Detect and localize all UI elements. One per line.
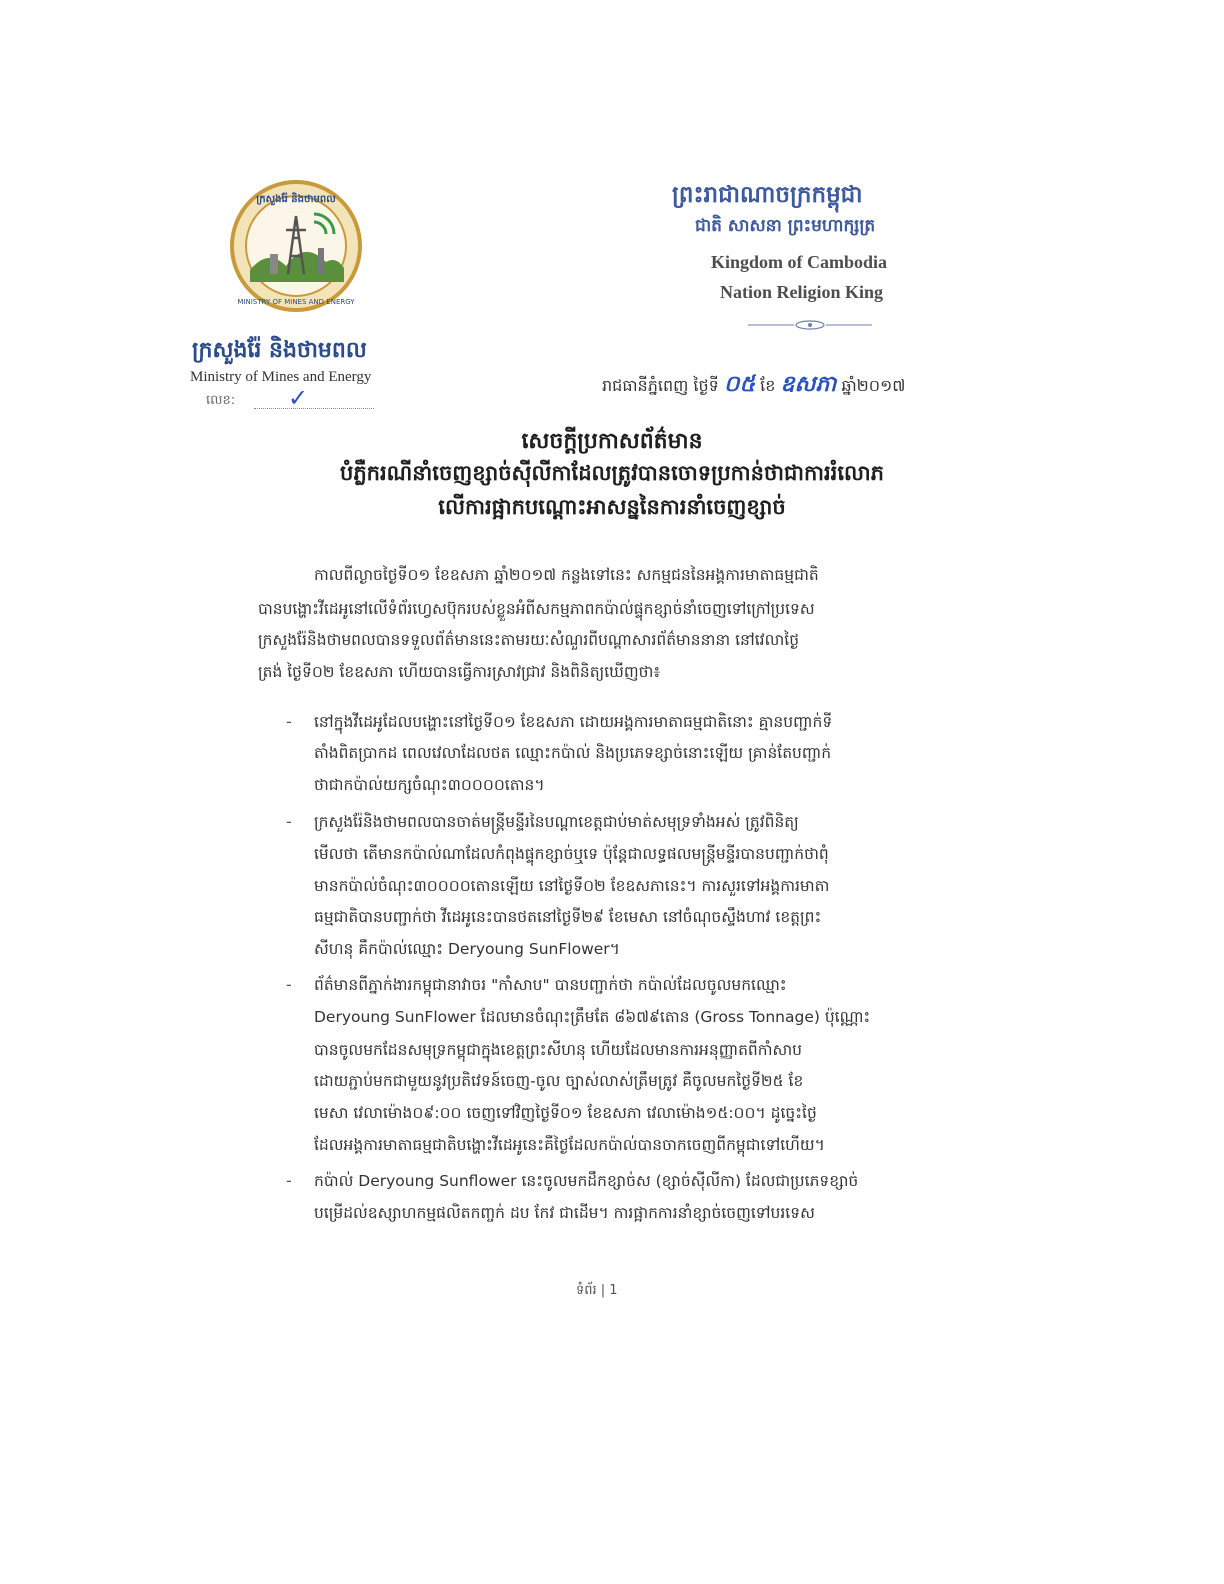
bullet-dash: - <box>286 1171 292 1190</box>
bullet-line: ដែលអង្គការមាតាធម្មជាតិបង្ហោះវីដេអូនេះគឺថ្ងៃដែលកប៉ាល់បានចាកចេញពីកម្ពុជាទៅហើយ។ <box>314 1136 825 1154</box>
svg-text:MINISTRY OF MINES AND ENERGY: MINISTRY OF MINES AND ENERGY <box>237 298 355 306</box>
date-day-handwritten: ០៥ <box>723 371 756 397</box>
bullet-line: តាំងពិតប្រាកដ ពេលវេលាដែលថត ឈ្មោះកប៉ាល់ និងប្រភេទខ្សាច់នោះឡើយ គ្រាន់តែបញ្ជាក់ <box>314 744 832 762</box>
press-release-subtitle-line2: លើការផ្អាកបណ្ដោះអាសន្ននៃការនាំចេញខ្សាច់ <box>438 494 786 519</box>
date-month-label: ខែ <box>760 376 776 395</box>
ornament-divider-icon <box>748 316 872 328</box>
bullet-line: ធម្មជាតិបានបញ្ជាក់ថា វីដេអូនេះបានថតនៅថ្ងៃទី២៩ ខែមេសា នៅចំណុចស្ទឹងហាវ ខេត្តព្រះ <box>314 908 822 926</box>
bullet-dash: - <box>286 812 292 831</box>
intro-line: ត្រង់ ថ្ងៃទី០២ ខែឧសភា ហើយបានធ្វើការស្រាវជ្រាវ និងពិនិត្យឃើញថា៖ <box>258 663 661 681</box>
svg-text:ក្រសួងរ៉ែ និងថាមពល: ក្រសួងរ៉ែ និងថាមពល <box>256 194 336 205</box>
reference-check-mark: ✓ <box>288 384 309 412</box>
reference-dotted-line <box>254 408 374 409</box>
kingdom-name-khmer: ព្រះរាជាណាចក្រកម្ពុជា <box>672 181 863 208</box>
intro-line: កាលពីល្ងាចថ្ងៃទី០១ ខែឧសភា ឆ្នាំ២០១៧ កន្លងទៅនេះ សកម្មជននៃអង្គការមាតាធម្មជាតិ <box>314 566 819 584</box>
ministry-name-english: Ministry of Mines and Energy <box>190 369 372 385</box>
intro-line: បានបង្ហោះវីដេអូនៅលើទំព័រហ្វេសប៊ុករបស់ខ្លួនអំពីសកម្មភាពកប៉ាល់ផ្ទុកខ្សាច់នាំចេញទៅក្រៅប្រទេស <box>258 600 815 618</box>
national-motto-khmer: ជាតិ សាសនា ព្រះមហាក្សត្រ <box>695 216 876 236</box>
press-release-title: សេចក្ដីប្រកាសព័ត៌មាន <box>521 428 703 454</box>
bullet-line: បានចូលមកដែនសមុទ្រកម្ពុជាក្នុងខេត្តព្រះសីហនុ ហើយដែលមានការអនុញ្ញាតពីកាំសាប <box>314 1041 803 1059</box>
reference-label: លេខ: <box>206 393 236 408</box>
kingdom-name-english: Kingdom of Cambodia <box>711 252 888 272</box>
date-line <box>602 370 962 402</box>
bullet-line: ព័ត៌មានពីភ្នាក់ងារកម្ពុជានាវាចរ "កាំសាប" បានបញ្ជាក់ថា កប៉ាល់ដែលចូលមកឈ្មោះ <box>314 976 787 994</box>
bullet-line: បម្រើដល់ឧស្សាហកម្មផលិតកញ្ចក់ ដប កែវ ជាដើម។ ការផ្អាកការនាំខ្សាច់ចេញទៅបរទេស <box>314 1204 815 1222</box>
intro-line: ក្រសួងរ៉ែនិងថាមពលបានទទួលព័ត៌មាននេះតាមរយៈសំណួរពីបណ្ដាសារព័ត៌មាននានា នៅវេលាថ្ងៃ <box>258 631 800 649</box>
date-month-handwritten: ឧសភា <box>780 371 837 397</box>
page-number: ទំព័រ | 1 <box>576 1283 618 1298</box>
bullet-line: មេសា វេលាម៉ោង០៩:០០ ចេញទៅវិញថ្ងៃទី០១ ខែឧសភា វេលាម៉ោង១៥:០០។ ដូច្នេះថ្ងៃ <box>314 1104 817 1122</box>
ministry-name-khmer: ក្រសួងរ៉ែ និងថាមពល <box>192 337 367 363</box>
bullet-dash: - <box>286 975 292 994</box>
reference-number-row <box>206 384 386 416</box>
date-prefix: រាជធានីភ្នំពេញ ថ្ងៃទី <box>602 376 719 395</box>
bullet-line: មានកប៉ាល់ចំណុះ៣០០០០តោនឡើយ នៅថ្ងៃទី០២ ខែឧសភានេះ។ ការសួរទៅអង្គការមាតា <box>314 877 830 895</box>
date-year: ឆ្នាំ២០១៧ <box>841 376 906 395</box>
bullet-line: ក្រសួងរ៉ែនិងថាមពលបានចាត់មន្ត្រីមន្ទីរនៃបណ្ដាខេត្តជាប់មាត់សមុទ្រទាំងអស់ ត្រូវពិនិត្យ <box>314 813 799 831</box>
bullet-line: Deryoung SunFlower ដែលមានចំណុះត្រឹមតែ ៨៦៧៩តោន (Gross Tonnage) ប៉ុណ្ណោះ <box>314 1008 871 1026</box>
bullet-dash: - <box>286 712 292 731</box>
bullet-line: សីហនុ គឺកប៉ាល់ឈ្មោះ Deryoung SunFlower។ <box>314 940 620 958</box>
bullet-line: នៅក្នុងវីដេអូដែលបង្ហោះនៅថ្ងៃទី០១ ខែឧសភា ដោយអង្គការមាតាធម្មជាតិនោះ គ្មានបញ្ជាក់ទី <box>314 713 833 731</box>
press-release-subtitle-line1: បំភ្លឺករណីនាំចេញខ្សាច់ស៊ីលីកាដែលត្រូវបានចោទប្រកាន់ថាជាការរំលោភ <box>340 460 884 485</box>
bullet-line: ដោយភ្ជាប់មកជាមួយនូវប្រតិវេទន៍ចេញ-ចូល ច្បាស់លាស់ត្រឹមត្រូវ គឺចូលមកថ្ងៃទី២៥ ខែ <box>314 1072 804 1090</box>
bullet-line: ថាជាកប៉ាល់យក្សចំណុះ៣០០០០តោន។ <box>314 776 545 794</box>
national-motto-english: Nation Religion King <box>720 282 884 302</box>
bullet-line: កប៉ាល់ Deryoung Sunflower នេះចូលមកដឹកខ្សាច់ស (ខ្សាច់ស៊ីលីកា) ដែលជាប្រភេទខ្សាច់ <box>314 1172 859 1190</box>
ministry-seal-icon <box>228 178 364 314</box>
bullet-line: មើលថា តើមានកប៉ាល់ណាដែលកំពុងផ្ទុកខ្សាច់ឬទេ ប៉ុន្តែជាលទ្ធផលមន្ត្រីមន្ទីរបានបញ្ជាក់ថាពុំ <box>314 845 829 863</box>
